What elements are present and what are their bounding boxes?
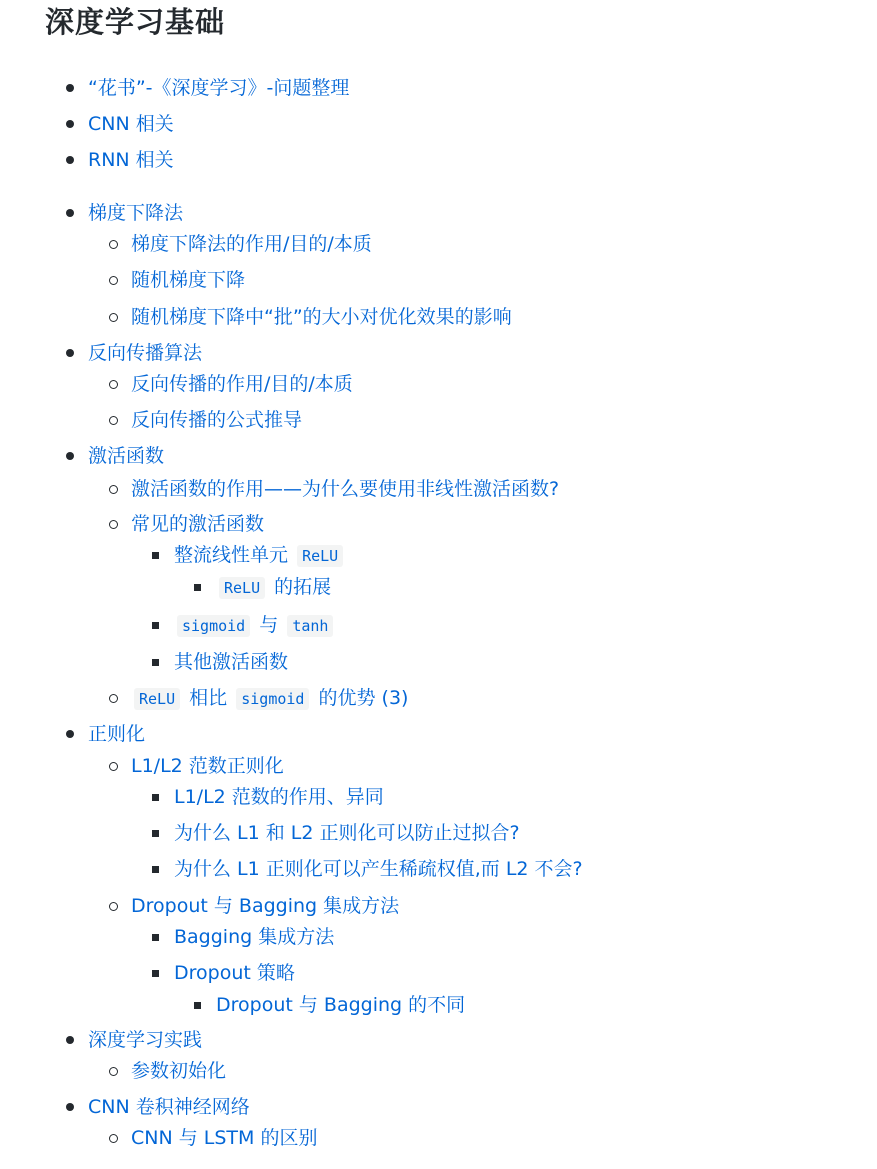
link-gd[interactable]: 梯度下降法 xyxy=(88,202,184,224)
list-item-bp-formula xyxy=(131,408,302,432)
relu-label: 整流线性单元 xyxy=(174,544,289,566)
list-item-relu xyxy=(174,543,346,567)
list-item-dropout xyxy=(174,961,295,985)
link-practice[interactable]: 深度学习实践 xyxy=(88,1029,203,1051)
list-item-l1l2 xyxy=(131,754,284,778)
bullet-square-icon xyxy=(194,584,201,591)
list-item-gd-purpose xyxy=(131,232,372,256)
relu-ext-label: 的拓展 xyxy=(274,576,332,598)
link-act-other[interactable]: 其他激活函数 xyxy=(174,651,289,673)
list-item-cnn xyxy=(88,112,174,136)
link-cnn-lstm[interactable]: CNN 与 LSTM 的区别 xyxy=(131,1127,318,1149)
list-item-act-other xyxy=(174,650,288,674)
link-reg[interactable]: 正则化 xyxy=(88,723,146,745)
relu-vs-mid: 相比 xyxy=(189,687,228,709)
bullet-disc-icon xyxy=(66,349,74,357)
link-relu-vs-sigmoid[interactable] xyxy=(131,687,408,709)
list-item-sgd xyxy=(131,268,245,292)
list-item-relu-ext xyxy=(216,575,331,599)
link-sigmoid-tanh[interactable] xyxy=(174,614,336,636)
link-act-common[interactable]: 常见的激活函数 xyxy=(131,513,265,535)
link-l1-sparse[interactable]: 为什么 L1 正则化可以产生稀疏权值,而 L2 不会? xyxy=(174,858,583,880)
list-item-l1-sparse xyxy=(174,857,583,881)
sigmoid-vs-code: sigmoid xyxy=(236,688,309,710)
relu-vs-label: 的优势 (3) xyxy=(318,687,409,709)
link-l1l2[interactable]: L1/L2 范数正则化 xyxy=(131,755,284,777)
list-item-dropout-vs-bagging xyxy=(216,993,465,1017)
list-item-practice xyxy=(88,1028,202,1052)
list-item-dropout-bagging xyxy=(131,894,399,918)
bullet-circle-icon xyxy=(109,485,118,494)
bullet-circle-icon xyxy=(109,313,118,322)
link-cnn-net[interactable]: CNN 卷积神经网络 xyxy=(88,1096,250,1118)
link-bp[interactable]: 反向传播算法 xyxy=(88,342,203,364)
list-item-act-purpose xyxy=(131,477,559,501)
bullet-disc-icon xyxy=(66,209,74,217)
bullet-circle-icon xyxy=(109,276,118,285)
bullet-disc-icon xyxy=(66,1036,74,1044)
link-bp-formula[interactable]: 反向传播的公式推导 xyxy=(131,409,303,431)
bullet-circle-icon xyxy=(109,1067,118,1076)
bullet-square-icon xyxy=(152,934,159,941)
relu-vs-code: ReLU xyxy=(134,688,180,710)
bullet-square-icon xyxy=(152,830,159,837)
bullet-circle-icon xyxy=(109,240,118,249)
link-bagging[interactable]: Bagging 集成方法 xyxy=(174,926,335,948)
link-act-purpose[interactable]: 激活函数的作用——为什么要使用非线性激活函数? xyxy=(131,478,560,500)
link-dropout-bagging[interactable]: Dropout 与 Bagging 集成方法 xyxy=(131,895,400,917)
bullet-circle-icon xyxy=(109,762,118,771)
list-item-bagging xyxy=(174,925,334,949)
bullet-circle-icon xyxy=(109,380,118,389)
bullet-circle-icon xyxy=(109,1134,118,1143)
bullet-circle-icon xyxy=(109,520,118,529)
relu-ext-code: ReLU xyxy=(219,577,265,599)
list-item-sigmoid-tanh xyxy=(174,613,336,637)
bullet-circle-icon xyxy=(109,416,118,425)
bullet-disc-icon xyxy=(66,452,74,460)
list-item-act-common xyxy=(131,512,264,536)
bullet-square-icon xyxy=(152,659,159,666)
bullet-square-icon xyxy=(194,1002,201,1009)
list-item-hua-shu xyxy=(88,76,349,100)
bullet-square-icon xyxy=(152,552,159,559)
bullet-disc-icon xyxy=(66,120,74,128)
link-sgd[interactable]: 随机梯度下降 xyxy=(131,269,246,291)
bullet-circle-icon xyxy=(109,694,118,703)
link-relu-ext[interactable] xyxy=(216,576,331,598)
sigmoid-tanh-conj: 与 xyxy=(259,614,279,636)
bullet-disc-icon xyxy=(66,84,74,92)
list-item-relu-vs-sigmoid xyxy=(131,686,408,710)
list-item-init xyxy=(131,1059,226,1083)
bullet-disc-icon xyxy=(66,1103,74,1111)
bullet-square-icon xyxy=(152,622,159,629)
list-item-rnn xyxy=(88,148,174,172)
link-relu[interactable] xyxy=(174,544,346,566)
list-item-bp xyxy=(88,341,202,365)
page-title: 深度学习基础 xyxy=(45,5,226,39)
bullet-square-icon xyxy=(152,794,159,801)
link-sgd-batch[interactable]: 随机梯度下降中“批”的大小对优化效果的影响 xyxy=(131,306,512,328)
bullet-disc-icon xyxy=(66,730,74,738)
link-dropout-vs-bagging[interactable]: Dropout 与 Bagging 的不同 xyxy=(216,994,466,1016)
bullet-disc-icon xyxy=(66,156,74,164)
bullet-square-icon xyxy=(152,866,159,873)
link-rnn[interactable]: RNN 相关 xyxy=(88,149,174,171)
list-item-cnn-net xyxy=(88,1095,250,1119)
list-item-sgd-batch xyxy=(131,305,512,329)
tanh-code: tanh xyxy=(287,615,333,637)
link-l1l2-overfit[interactable]: 为什么 L1 和 L2 正则化可以防止过拟合? xyxy=(174,822,520,844)
bullet-square-icon xyxy=(152,970,159,977)
link-bp-purpose[interactable]: 反向传播的作用/目的/本质 xyxy=(131,373,353,395)
link-act[interactable]: 激活函数 xyxy=(88,445,165,467)
list-item-reg xyxy=(88,722,145,746)
link-cnn[interactable]: CNN 相关 xyxy=(88,113,174,135)
sigmoid-code: sigmoid xyxy=(177,615,250,637)
list-item-l1l2-purpose xyxy=(174,785,384,809)
link-gd-purpose[interactable]: 梯度下降法的作用/目的/本质 xyxy=(131,233,372,255)
list-item-gd xyxy=(88,201,183,225)
list-item-l1l2-overfit xyxy=(174,821,520,845)
list-item-cnn-lstm xyxy=(131,1126,317,1150)
link-hua-shu[interactable]: “花书”-《深度学习》-问题整理 xyxy=(88,77,350,99)
link-dropout[interactable]: Dropout 策略 xyxy=(174,962,295,984)
list-item-act xyxy=(88,444,164,468)
list-item-bp-purpose xyxy=(131,372,353,396)
link-l1l2-purpose[interactable]: L1/L2 范数的作用、异同 xyxy=(174,786,384,808)
bullet-circle-icon xyxy=(109,902,118,911)
link-init[interactable]: 参数初始化 xyxy=(131,1060,227,1082)
relu-code: ReLU xyxy=(297,545,343,567)
